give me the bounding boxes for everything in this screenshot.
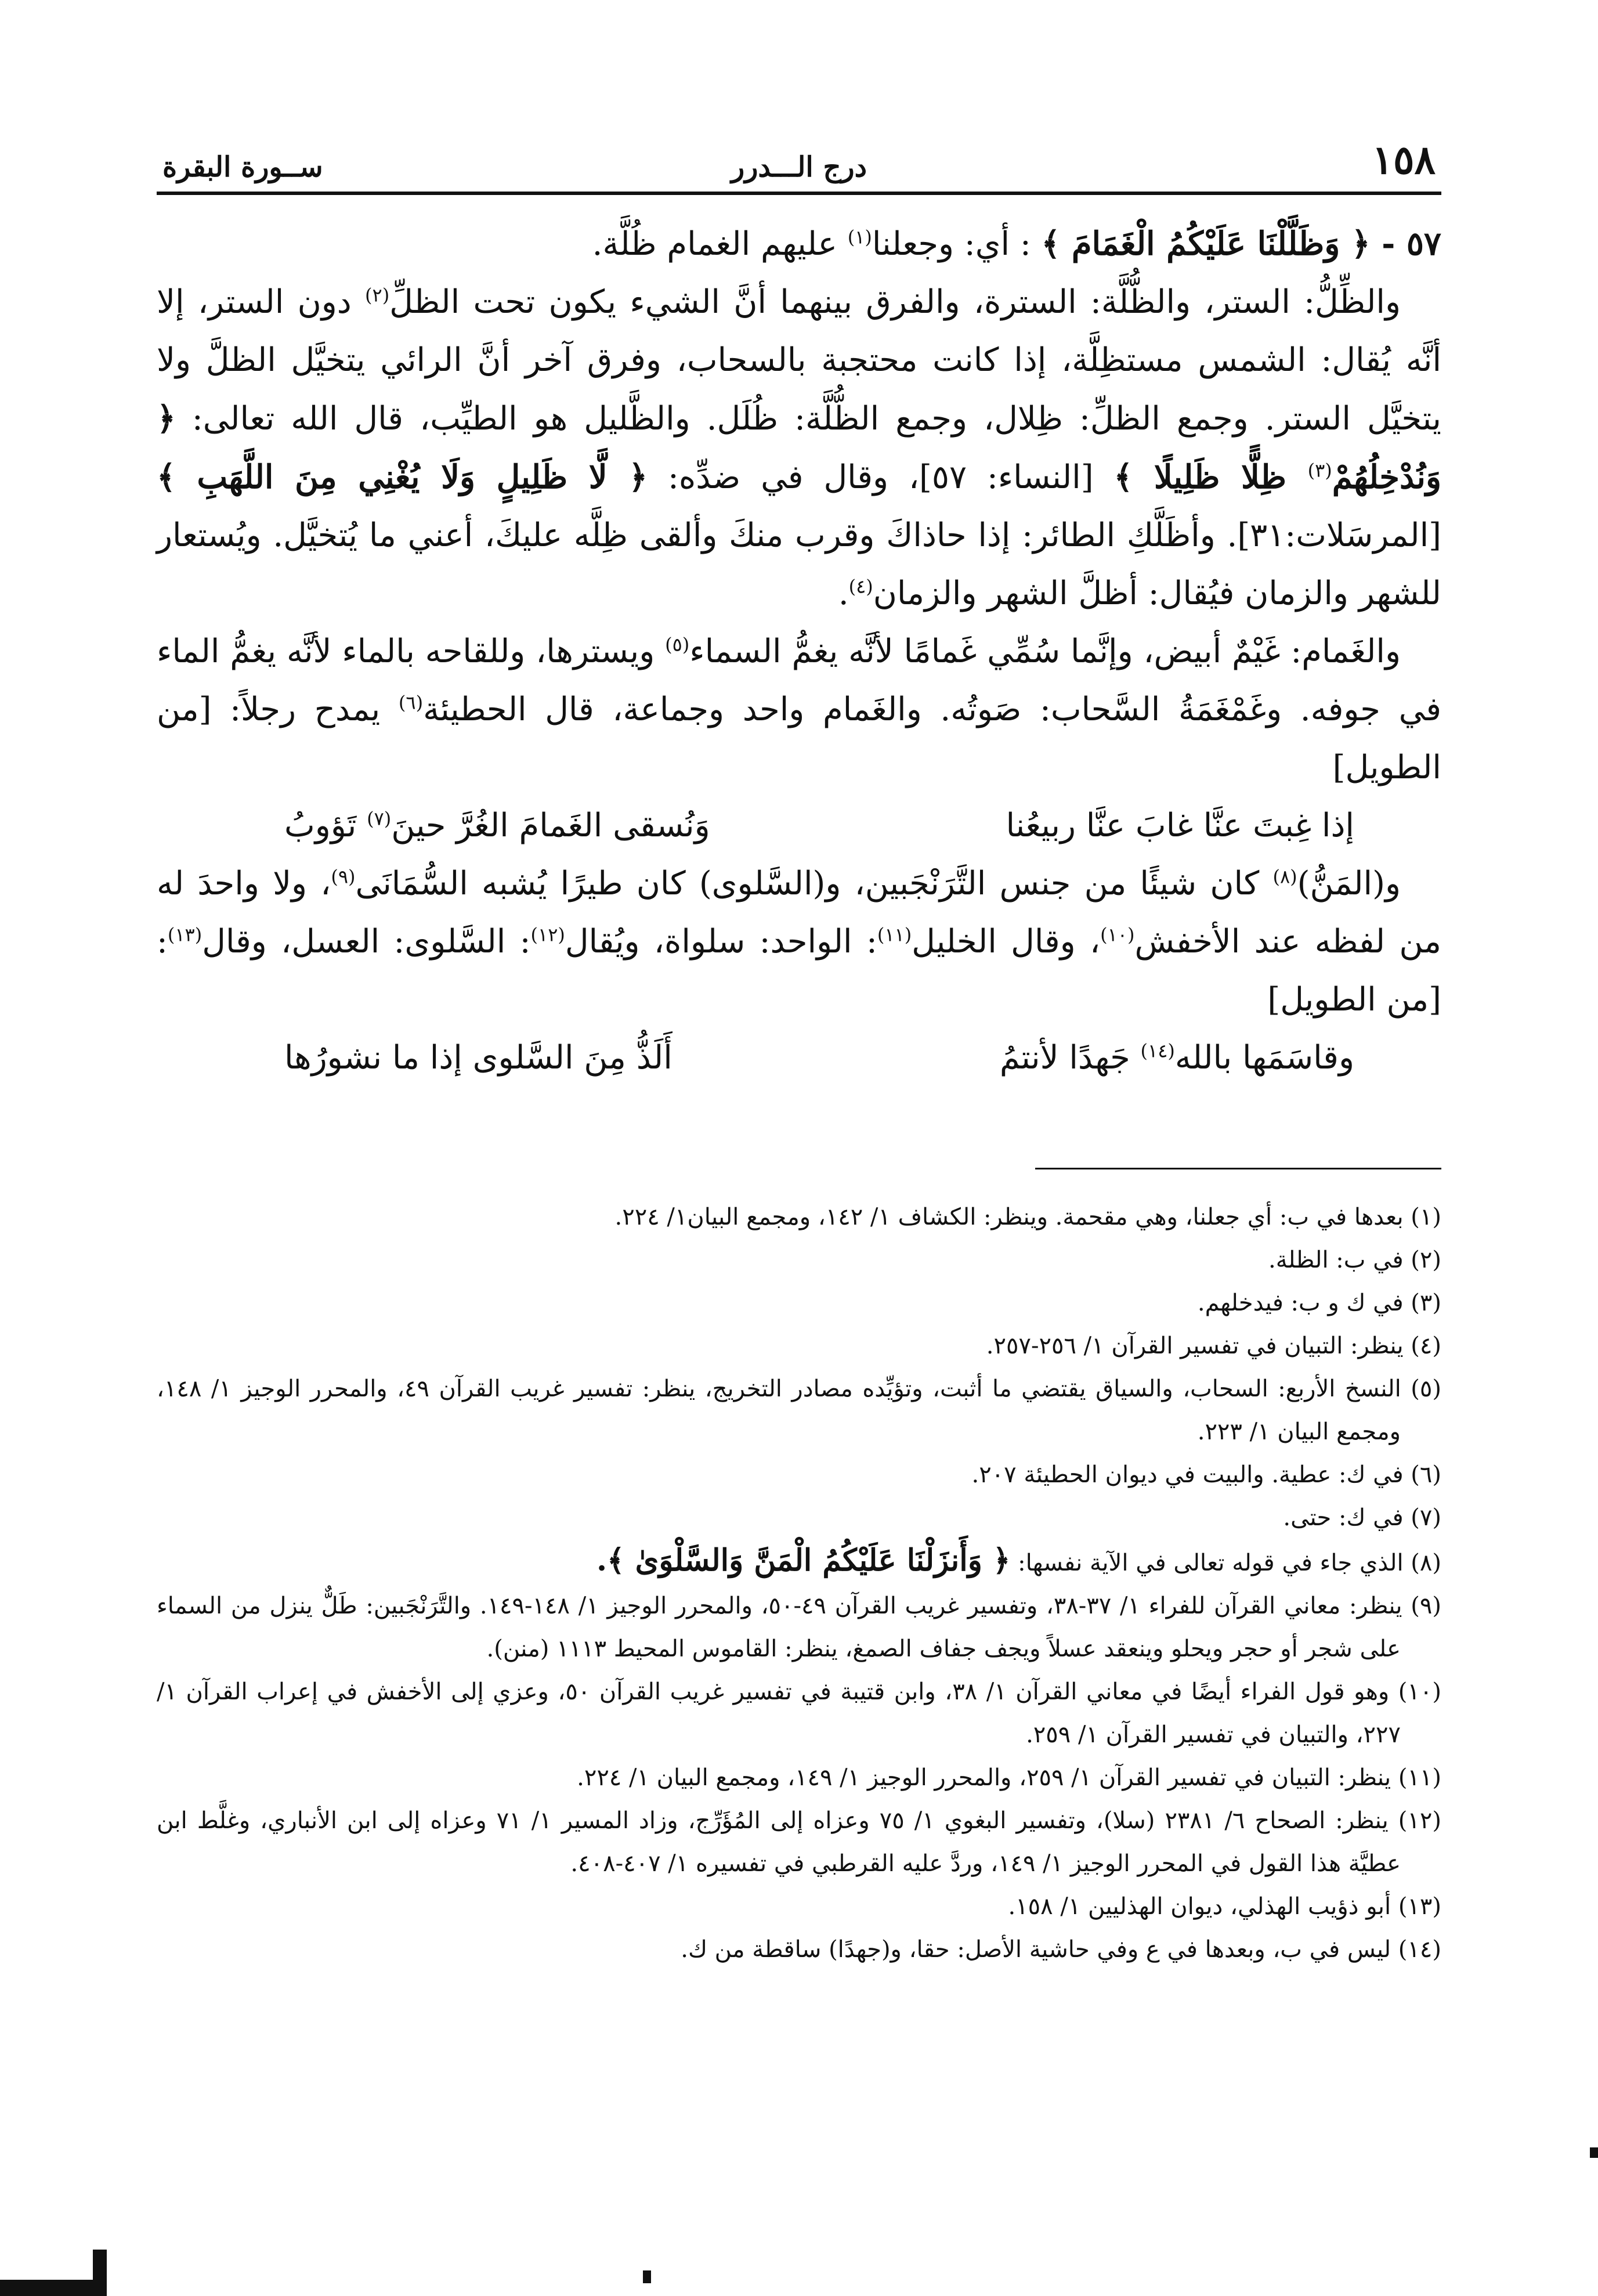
footnote-1: (١) بعدها في ب: أي جعلنا، وهي مقحمة. وينظر: الكشاف ١/ ١٤٢، ومجمع البيان١/ ٢٢٤.	[614, 1204, 1441, 1230]
text: وَنُسقى الغَمامَ الغُرَّ حينَ	[391, 807, 710, 844]
footnote-ref[interactable]: (٩)	[331, 865, 356, 888]
poem-hemistich-right: إذا غِبتَ عنَّا غابَ عنَّا ربيعُنا	[1006, 807, 1354, 844]
footnote-ref[interactable]: (١١)	[877, 923, 912, 946]
footnote-ref[interactable]: (١٢)	[530, 923, 565, 946]
text: تَؤوبُ	[284, 807, 367, 844]
text: : الواحد: سلواة، ويُقال	[565, 923, 877, 961]
footnotes	[157, 1196, 1441, 1971]
scan-corner-mark	[0, 2280, 104, 2296]
text: [النساء: ٥٧]، وقال في ضدِّه:	[648, 459, 1114, 496]
quran-verse: ﴿ وَنُدْخِلُهُمْ	[157, 399, 1441, 496]
paragraph-clouds	[157, 623, 1441, 797]
text: والظِّلُّ: الستر، والظُّلَّة: السترة، والفرق بينهما أنَّ الشيء يكون تحت الظلِّ	[389, 283, 1401, 321]
poem-verse-hutayah	[157, 797, 1441, 855]
quran-verse: ظِلًّا ظَلِيلًا ﴾	[1113, 458, 1308, 496]
verse-number: ٥٧ -	[1370, 225, 1441, 263]
paragraph-verse-57	[157, 215, 1441, 273]
text: جَهدًا لأنتمُ	[999, 1039, 1141, 1077]
footnote-5: (٥) النسخ الأربع: السحاب، والسياق يقتضي ما أثبت، وتؤيِّده مصادر التخريج، ينظر: تفسير غريب القرآن ٤٩، والمحرر الوجيز ١/ ١٤٨، ومجمع البيان ١/ ٢٢٣.	[157, 1376, 1441, 1445]
paragraph-shade	[157, 273, 1441, 623]
footnote-ref[interactable]: (٣)	[1307, 459, 1332, 482]
text: ، وقال الخليل	[912, 923, 1101, 961]
text: كان شيئًا من جنس التَّرَنْجَبين، و(السَّلوى) كان طيرًا يُشبه السُّمَانَى	[355, 865, 1273, 902]
text: يمدح رجلاً: [من الطويل]	[157, 691, 1441, 786]
text: و(المَنُّ)	[1297, 865, 1401, 902]
main-text	[157, 215, 1441, 1087]
poem-hemistich-left: أَلَذُّ مِنَ السَّلوى إذا ما نشورُها	[284, 1039, 673, 1077]
footnote-ref[interactable]: (١)	[847, 226, 872, 248]
quran-verse: ﴿ لَّا ظَلِيلٍ وَلَا يُغْنِي مِنَ اللَّهَبِ ﴾	[157, 458, 648, 496]
footnote-ref[interactable]: (٤)	[848, 575, 873, 598]
text: : السَّلوى: العسل، وقال	[202, 923, 531, 961]
page-number: ١٥٨	[1372, 137, 1436, 183]
scan-tick-mark	[643, 2270, 651, 2283]
footnote-ref[interactable]: (٥)	[665, 633, 690, 656]
surah-title: ســورة البقرة	[162, 151, 323, 183]
quran-verse: ﴿ وَأَنزَلْنَا عَلَيْكُمُ الْمَنَّ وَالسَّلْوَىٰ ﴾.	[596, 1543, 1011, 1578]
running-header	[157, 139, 1441, 195]
footnote-ref[interactable]: (١٤)	[1140, 1039, 1175, 1062]
scan-corner-mark	[93, 2250, 107, 2296]
text: ويسترها، وللقاحه بالماء لأنَّه يغمُّ الماء في جوفه. وغَمْغَمَةُ السَّحاب: صَوتُه. والغَمام واحد وجماعة، قال الحطيئة	[157, 633, 1442, 728]
footnote-4: (٤) ينظر: التبيان في تفسير القرآن ١/ ٢٥٦-٢٥٧.	[986, 1333, 1441, 1359]
footnote-9: (٩) ينظر: معاني القرآن للفراء ١/ ٣٧-٣٨، وتفسير غريب القرآن ٤٩-٥٠، والمحرر الوجيز ١/ ١٤٨-١٤٩. والتَّرَنْجَبين: طَلٌّ ينزل من السماء على شجر أو حجر ويحلو وينعقد عسلاً ويجف جفاف الصمغ، ينظر: القاموس المحيط ١١١٣ (منن).	[157, 1593, 1441, 1662]
text: : [من الطويل]	[157, 923, 1441, 1019]
text: .	[838, 575, 849, 612]
footnote-7: (٧) في ك: حتى.	[1283, 1504, 1441, 1531]
footnote-11: (١١) ينظر: التبيان في تفسير القرآن ١/ ٢٥٩، والمحرر الوجيز ١/ ١٤٩، ومجمع البيان ١/ ٢٢٤.	[577, 1764, 1441, 1791]
paragraph-manna-salwa	[157, 855, 1441, 1029]
poem-hemistich-left	[284, 797, 710, 855]
footnote-ref[interactable]: (١٣)	[167, 923, 203, 946]
footnote-ref[interactable]: (١٠)	[1100, 923, 1135, 946]
quran-verse: ﴿ وَظَلَّلْنَا عَلَيْكُمُ الْغَمَامَ ﴾	[1041, 225, 1371, 263]
footnote-2: (٢) في ب: الظلة.	[1268, 1247, 1441, 1273]
footnote-12: (١٢) ينظر: الصحاح ٦/ ٢٣٨١ (سلا)، وتفسير البغوي ١/ ٧٥ وعزاه إلى المُؤَرِّج، وزاد المسير ١/ ٧١ وعزاه إلى ابن الأنباري، وغلَّط ابن عطيَّة هذا القول في المحرر الوجيز ١/ ١٤٩، وردَّ عليه القرطبي في تفسيره ١/ ٤٠٧-٤٠٨.	[157, 1807, 1441, 1877]
footnote-6: (٦) في ك: عطية. والبيت في ديوان الحطيئة ٢٠٧.	[971, 1461, 1441, 1488]
footnote-14: (١٤) ليس في ب، وبعدها في ع وفي حاشية الأصل: حقا، و(جهدًا) ساقطة من ك.	[681, 1936, 1441, 1963]
scan-edge-mark	[1590, 2147, 1598, 2158]
text: : أي: وجعلنا	[872, 225, 1042, 263]
text: [المرسَلات:٣١]. وأظَلَّكِ الطائر: إذا حاذاكَ وقرب منكَ وألقى ظِلَّه عليكَ، أعني ما يُتخيَّل. ويُستعار للشهر والزمان فيُقال: أظلَّ الشهر والزمان	[157, 517, 1441, 612]
footnote-ref[interactable]: (٢)	[365, 284, 390, 306]
footnote-ref[interactable]: (٧)	[367, 807, 392, 830]
text: والغَمام: غَيْمٌ أبيض، وإنَّما سُمِّي غَمامًا لأنَّه يغمُّ السماء	[689, 633, 1401, 670]
footnote-10: (١٠) وهو قول الفراء أيضًا في معاني القرآن ١/ ٣٨، وابن قتيبة في تفسير غريب القرآن ٥٠، وعزي إلى الأخفش في إعراب القرآن ١/ ٢٢٧، والتبيان في تفسير القرآن ١/ ٢٥٩.	[157, 1678, 1441, 1748]
text: ، ولا واحدَ له من لفظه عند الأخفش	[157, 865, 1442, 961]
poem-verse-abu-dhuayb	[157, 1029, 1441, 1087]
footnote-8	[157, 1539, 1441, 1584]
footnote-divider	[1035, 1168, 1441, 1169]
text: دون الستر، إلا أنَّه يُقال: الشمس مستظِلَّة، إذا كانت محتجبة بالسحاب، وفرق آخر أنَّ الرائي يتخيَّل الظلَّ ولا يتخيَّل الستر. وجمع الظلِّ: ظِلال، وجمع الظُّلَّة: ظُلَل. والظَّليل هو الطيِّب، قال الله تعالى:	[157, 283, 1441, 438]
footnote-ref[interactable]: (٨)	[1272, 865, 1297, 888]
book-title: درج الـــدرر	[731, 151, 867, 183]
footnote-text: (٨) الذي جاء في قوله تعالى في الآية نفسها:	[1010, 1550, 1441, 1576]
footnote-13: (١٣) أبو ذؤيب الهذلي، ديوان الهذليين ١/ ١٥٨.	[1008, 1893, 1441, 1920]
footnote-3: (٣) في ك و ب: فيدخلهم.	[1197, 1290, 1441, 1316]
text: عليهم الغمام ظُلَّة.	[592, 225, 848, 263]
poem-hemistich-right	[1000, 1029, 1354, 1087]
footnote-ref[interactable]: (٦)	[398, 691, 424, 714]
text: وقاسَمَها بالله	[1174, 1039, 1354, 1077]
